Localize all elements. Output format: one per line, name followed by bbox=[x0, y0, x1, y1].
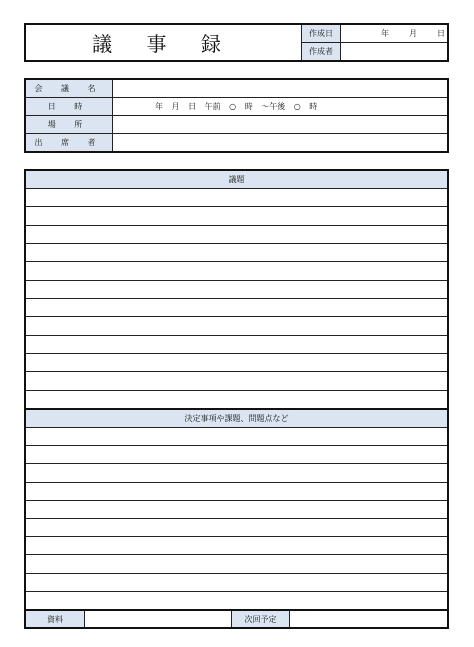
writing-line[interactable] bbox=[26, 188, 447, 206]
writing-line[interactable] bbox=[26, 554, 447, 572]
writing-line[interactable] bbox=[26, 573, 447, 591]
attendees-label: 出 席 者 bbox=[26, 134, 112, 151]
writing-line[interactable] bbox=[26, 445, 447, 463]
agenda-lines[interactable] bbox=[26, 188, 447, 408]
document-title bbox=[26, 25, 301, 60]
datetime-label: 日 時 bbox=[26, 98, 112, 115]
author-label: 作成者 bbox=[302, 43, 340, 60]
month-unit: 月 bbox=[409, 29, 417, 38]
writing-line[interactable] bbox=[26, 225, 447, 243]
datetime-field[interactable]: 年 月 日 午前 ○ 時 ～午後 ○ 時 bbox=[155, 102, 318, 111]
created-date-label: 作成日 bbox=[302, 25, 340, 42]
minutes-body-box bbox=[24, 169, 449, 629]
place-field[interactable] bbox=[113, 116, 447, 133]
writing-line[interactable] bbox=[26, 243, 447, 261]
author-field[interactable] bbox=[341, 43, 447, 60]
materials-label: 資料 bbox=[26, 611, 84, 627]
writing-line[interactable] bbox=[26, 591, 447, 609]
writing-line[interactable] bbox=[26, 536, 447, 554]
writing-line[interactable] bbox=[26, 518, 447, 536]
writing-line[interactable] bbox=[26, 390, 447, 408]
writing-line[interactable] bbox=[26, 206, 447, 224]
attendees-field[interactable] bbox=[113, 134, 447, 151]
meeting-name-label: 会 議 名 bbox=[26, 80, 112, 97]
writing-line[interactable] bbox=[26, 335, 447, 353]
writing-line[interactable] bbox=[26, 371, 447, 389]
writing-line[interactable] bbox=[26, 280, 447, 298]
place-label: 場 所 bbox=[26, 116, 112, 133]
next-meeting-field[interactable] bbox=[290, 611, 447, 627]
year-unit: 年 bbox=[381, 29, 389, 38]
writing-line[interactable] bbox=[26, 500, 447, 518]
decisions-header: 決定事項や課題、問題点など bbox=[26, 410, 447, 427]
materials-field[interactable] bbox=[85, 611, 231, 627]
document-title-text: 議 事 録 bbox=[92, 32, 235, 56]
meeting-name-field[interactable] bbox=[113, 80, 447, 97]
writing-line[interactable] bbox=[26, 482, 447, 500]
writing-line[interactable] bbox=[26, 353, 447, 371]
agenda-header: 議題 bbox=[26, 171, 447, 188]
writing-line[interactable] bbox=[26, 427, 447, 445]
writing-line[interactable] bbox=[26, 316, 447, 334]
meeting-info-box bbox=[24, 78, 449, 153]
header-box bbox=[24, 23, 449, 62]
writing-line[interactable] bbox=[26, 298, 447, 316]
next-meeting-label: 次回予定 bbox=[232, 611, 289, 627]
decisions-lines[interactable] bbox=[26, 427, 447, 609]
writing-line[interactable] bbox=[26, 463, 447, 481]
writing-line[interactable] bbox=[26, 261, 447, 279]
created-date-field[interactable] bbox=[341, 25, 447, 42]
day-unit: 日 bbox=[437, 29, 445, 38]
